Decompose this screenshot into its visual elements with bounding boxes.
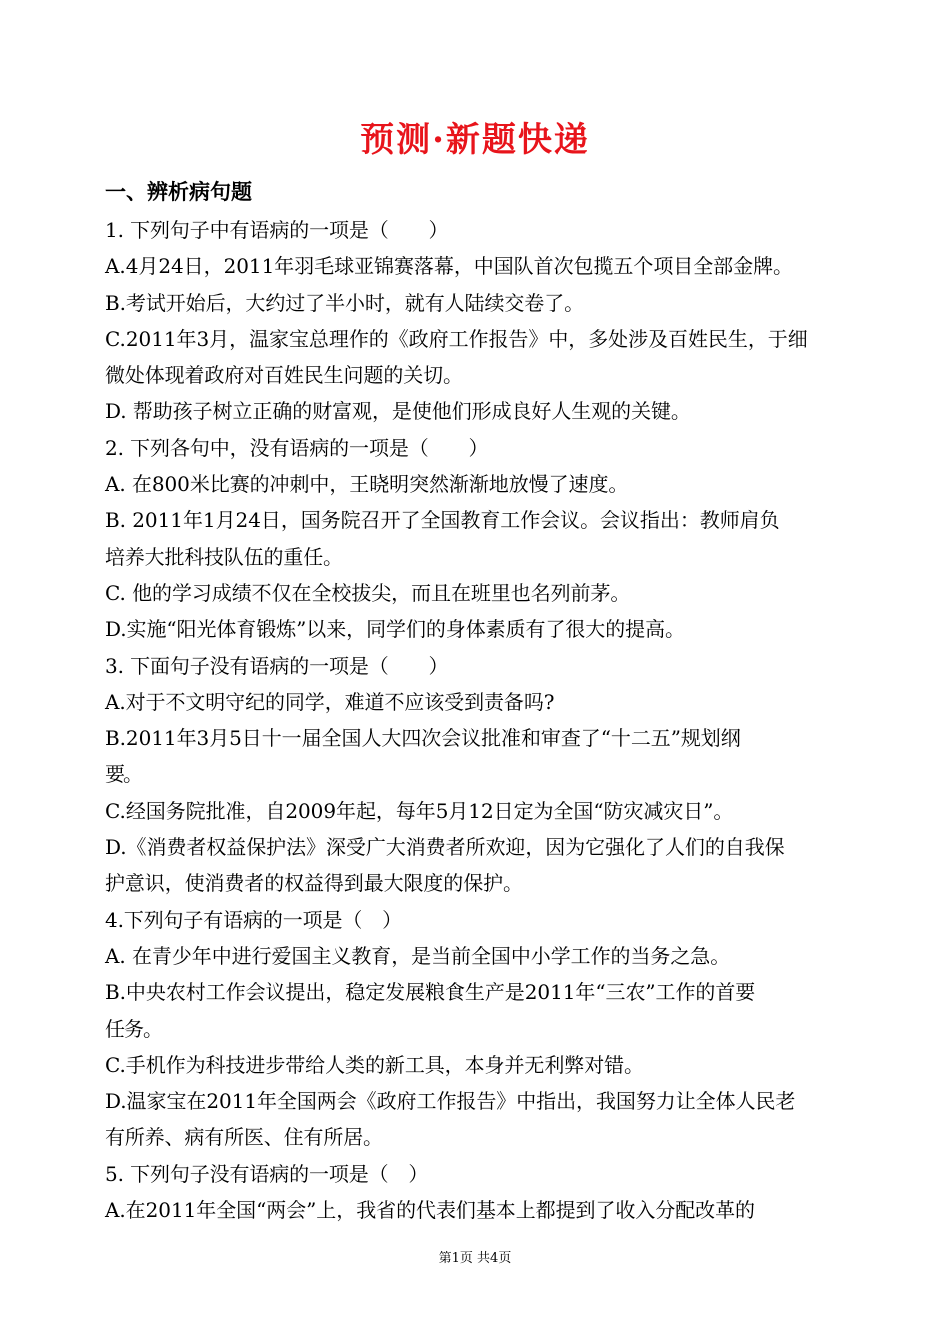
section-heading: 一、辨析病句题 — [105, 180, 252, 204]
text-line: 微处体现着政府对百姓民生问题的关切。 — [105, 363, 463, 388]
text-line: C.经国务院批准，自2009年起，每年5月12日定为全国“防灾减灾日”。 — [105, 798, 734, 823]
page-title: 预测·新题快递 — [360, 120, 590, 160]
text-line: D.温家宝在2011年全国两会《政府工作报告》中指出，我国努力让全体人民老 — [105, 1089, 796, 1114]
text-line: B.2011年3月5日十一届全国人大四次会议批准和审查了“十二五”规划纲 — [105, 726, 741, 751]
text-line: 护意识，使消费者的权益得到最大限度的保护。 — [105, 871, 523, 896]
text-line: 2. 下列各句中，没有语病的一项是（ ） — [105, 435, 489, 460]
text-line: C.手机作为科技进步带给人类的新工具，本身并无利弊对错。 — [105, 1052, 644, 1077]
text-line: A.对于不文明守纪的同学，难道不应该受到责备吗? — [105, 689, 555, 714]
text-line: 4.下列句子有语病的一项是（ ） — [105, 907, 403, 932]
text-line: 有所养、病有所医、住有所居。 — [105, 1125, 383, 1150]
text-line: C.2011年3月，温家宝总理作的《政府工作报告》中，多处涉及百姓民生，于细 — [105, 326, 808, 351]
text-line: 要。 — [105, 762, 141, 787]
text-line: A. 在800米比赛的冲刺中，王晓明突然渐渐地放慢了速度。 — [105, 472, 629, 497]
text-line: D.《消费者权益保护法》深受广大消费者所欢迎，因为它强化了人们的自我保 — [105, 835, 785, 860]
text-line: A.4月24日，2011年羽毛球亚锦赛落幕，中国队首次包揽五个项目全部金牌。 — [105, 254, 793, 279]
text-line: 培养大批科技队伍的重任。 — [105, 544, 343, 569]
text-line: B.考试开始后，大约过了半小时，就有人陆续交卷了。 — [105, 290, 585, 315]
page-footer: 第1页 共4页 — [438, 1251, 512, 1266]
text-line: A.在2011年全国“两会”上，我省的代表们基本上都提到了收入分配改革的 — [105, 1198, 755, 1223]
text-line: B.中央农村工作会议提出，稳定发展粮食生产是2011年“三农”工作的首要 — [105, 980, 756, 1005]
text-line: D.实施“阳光体育锻炼”以来，同学们的身体素质有了很大的提高。 — [105, 617, 685, 642]
text-line: 3. 下面句子没有语病的一项是（ ） — [105, 653, 449, 678]
text-line: 任务。 — [105, 1016, 162, 1041]
text-line: 1. 下列句子中有语病的一项是（ ） — [105, 218, 449, 242]
text-line: 5. 下列句子没有语病的一项是（ ） — [105, 1161, 429, 1186]
text-line: B. 2011年1月24日，国务院召开了全国教育工作会议。会议指出：教师肩负 — [105, 508, 780, 533]
text-line: D. 帮助孩子树立正确的财富观，是使他们形成良好人生观的关键。 — [105, 399, 691, 424]
text-line: A. 在青少年中进行爱国主义教育，是当前全国中小学工作的当务之急。 — [105, 943, 731, 968]
text-line: C. 他的学习成绩不仅在全校拔尖，而且在班里也名列前茅。 — [105, 580, 631, 605]
document-body — [105, 212, 855, 1228]
